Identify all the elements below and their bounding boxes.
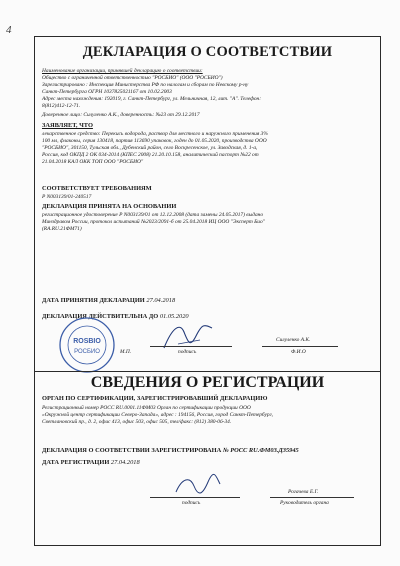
registration-number-value: № РОСС RU.ФМ03.Д35945: [222, 447, 299, 454]
valid-until-label: ДЕКЛАРАЦИЯ ДЕЙСТВИТЕЛЬНА ДО: [42, 313, 159, 320]
applicant-representative: Доверенное лицо: Силуленко А.К., доверенность: №23 от 29.12.2017: [42, 112, 200, 118]
applicant-address: Адрес места нахождения: 192019, г. Санкт-Петербург, ул. Мельничная, 12, лит. "А". Телефон:: [42, 96, 262, 102]
applicant-name: Общество с ограниченной ответственностью "РОСБИО" (ООО "РОСБИО"): [42, 75, 223, 81]
registration-line-3: Светлановский пр., д. 2, офис 413, офис 503, офис 505, тел/факс: (812) 380-06-34.: [42, 419, 232, 425]
requirements-value: Р N003139/01-240517: [42, 194, 92, 200]
registration-title: СВЕДЕНИЯ О РЕГИСТРАЦИИ: [90, 374, 325, 391]
seal-text-mid: РОСБИО: [74, 349, 100, 355]
seal-text-top: ROSBIO: [73, 338, 101, 345]
document-title: ДЕКЛАРАЦИЯ О СООТВЕТСТВИИ: [82, 44, 333, 60]
registration-divider: [34, 371, 381, 372]
valid-until-value: 01.05.2020: [159, 313, 189, 320]
signature-caption-2: подпись: [182, 500, 201, 506]
signature-line-1: [150, 346, 232, 347]
fio-line-1: [262, 346, 338, 347]
signature-line-2: [150, 497, 240, 498]
requirements-heading: СООТВЕТСТВУЕТ ТРЕБОВАНИЯМ: [42, 185, 152, 192]
registration-number-label: ДЕКЛАРАЦИЯ О СООТВЕТСТВИИ ЗАРЕГИСТРИРОВАНА: [42, 447, 222, 454]
registration-number-row: [42, 448, 299, 455]
basis-line-1: регистрационное удостоверение Р N003139/01 от 12.12.2008 (дата замены 24.05.2017) выдано: [42, 212, 264, 218]
accepted-date-row: [42, 298, 175, 305]
statement-line-3: "РОСБИО", 301150, Тульская обл., Дубенский район, село Воскресенское, ул. Заводская, д. 1-а,: [42, 145, 258, 151]
accepted-date-value: 27.04.2018: [146, 297, 176, 304]
role-caption-2: Руководитель органа: [280, 500, 329, 506]
applicant-registration: Зарегистрировано : Инспекция Министерства РФ по налогам и сборам по Невскому р-ну: [42, 82, 249, 88]
statement-heading: ЗАЯВЛЯЕТ, ЧТО: [42, 122, 93, 129]
statement-line-4: Россия, код ОКПД 2 ОК 034-2014 (КПЕС 2008) 21.20.10.158, аналитический паспорт №22 от: [42, 152, 259, 158]
basis-heading: ДЕКЛАРАЦИЯ ПРИНЯТА НА ОСНОВАНИИ: [42, 203, 177, 210]
mp-label-1: М.П.: [120, 349, 132, 355]
company-seal: [58, 316, 116, 374]
applicant-phone: 8(812)412-12-71.: [42, 103, 81, 109]
statement-line-5: 21.04.2018 КАЛ ОКК ТОП ООО "РОСБИО": [42, 159, 144, 165]
registration-line-1: Регистрационный номер РОСС RU.0001.11ФМ03 Орган по сертификации продукции ООО: [42, 405, 251, 411]
fio-caption-1: Ф.И.О: [291, 349, 306, 355]
signer-name-2: Рогачева Е.Г.: [288, 489, 319, 495]
role-line-2: [270, 497, 354, 498]
basis-line-2: Минздравом России, протокол испытаний №2023/2091-б от 25.04.2018 ИЦ ООО "Эксперт Био": [42, 219, 265, 225]
signature-caption-1: подпись: [178, 349, 197, 355]
signer-name-1: Силуленко А.К.: [276, 337, 311, 343]
applicant-label: Наименование организации, принявшей декларацию о соответствии:: [42, 68, 203, 74]
registration-line-2: «Окружной центр сертификации Северо-Запада», адрес : 194156, Россия, город Санкт-Петербург,: [42, 412, 274, 418]
basis-line-3: (RA.RU.21ФМ71): [42, 226, 82, 232]
registration-date-value: 27.04.2018: [110, 459, 140, 466]
registration-date-row: [42, 460, 140, 467]
page-mark: 4: [6, 24, 12, 36]
applicant-ogrn: Санкт-Петербурга ОГРН 1037825021167 от 10.02.2003: [42, 89, 172, 95]
signature-scribble-2: [172, 470, 222, 500]
statement-line-1: лекарственное средство: Перекись водорода, раствор для местного и наружного применения 3%: [42, 131, 268, 137]
accepted-date-label: ДАТА ПРИНЯТИЯ ДЕКЛАРАЦИИ: [42, 297, 145, 304]
registration-date-label: ДАТА РЕГИСТРАЦИИ: [42, 459, 110, 466]
statement-line-2: 100 мл, флаконы, серия 130418, партия 113690 упаковок, годен до 01.05.2020, производства ООО: [42, 138, 267, 144]
registration-heading: ОРГАН ПО СЕРТИФИКАЦИИ, ЗАРЕГИСТРИРОВАВШИЙ ДЕКЛАРАЦИЮ: [42, 395, 268, 402]
